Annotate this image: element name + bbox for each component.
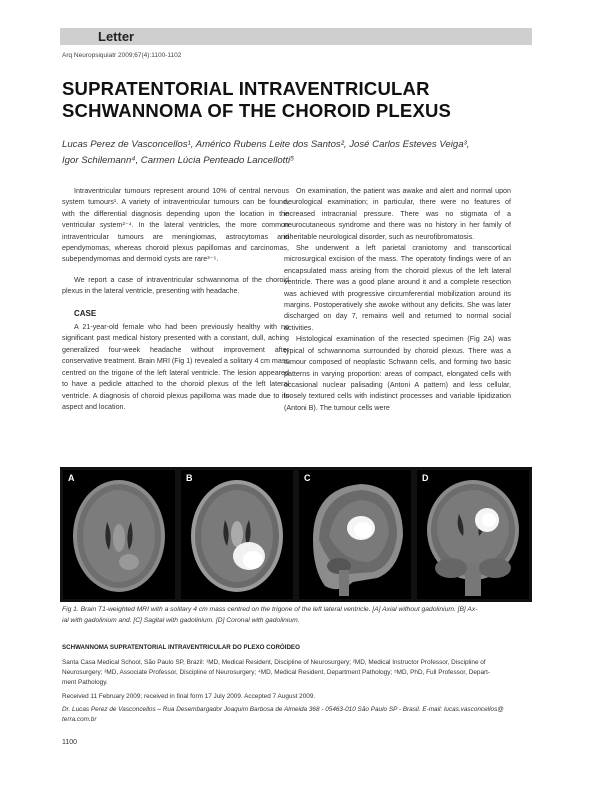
- panel-label-b: B: [186, 473, 193, 483]
- affiliation-line-3: ment Pathology.: [62, 679, 108, 686]
- page-number: 1100: [62, 739, 78, 746]
- coronal-brain-image: [417, 470, 529, 599]
- portuguese-title: SCHWANNOMA SUPRATENTORIAL INTRAVENTRICULAR DO PLEXO CORÓIDEO: [62, 644, 300, 651]
- author-affiliations: [62, 658, 532, 688]
- title-line-1: SUPRATENTORIAL INTRAVENTRICULAR: [62, 78, 430, 99]
- affiliation-line-1: Santa Casa Medical School, São Paulo SP, Brazil: ¹MD, Medical Resident, Discipline of Neurosurgery; ²MD, Medical Instructor Professor, Discipline of: [62, 659, 486, 666]
- section-header-bar: [60, 28, 532, 45]
- caption-line-1: Fig 1. Brain T1-weighted MRI with a solitary 4 cm mass centred on the trigone of the left lateral ventricle. [A] Axial without gadolinium. [B] Ax-: [62, 606, 478, 613]
- panel-label-a: A: [68, 473, 75, 483]
- journal-citation: Arq Neuropsiquiatr 2009;67(4):1100-1102: [62, 52, 182, 59]
- caption-line-2: ial with gadolinium and. [C] Sagital with gadolinium. [D] Coronal with gadolinium.: [62, 616, 300, 624]
- affiliation-line-2: Neurosurgery; ³MD, Associate Professor, Discipline of Neurosurgery; ⁴MD, Medical Resident, Department Pathology; ⁵MD, PhD, Full Professor, Depart-: [62, 669, 491, 676]
- author-list: [62, 137, 542, 169]
- article-title: [62, 78, 522, 122]
- sagittal-brain-image: [299, 470, 411, 599]
- figure-caption: [62, 605, 532, 626]
- mri-panel-sagittal: [299, 470, 411, 599]
- mri-figure: [60, 467, 532, 602]
- case-heading: CASE: [74, 308, 97, 318]
- authors-line-2: Igor Schilemann⁴, Carmen Lúcia Penteado Lancellotti⁵: [62, 155, 295, 166]
- intro-paragraph: Intraventricular tumours represent around 10% of central nervous system tumours¹. A variety of intraventricular tumours can be found, with the differential diagnosis depending upon the location in the ventricular system²⁻⁴. In the lateral ventricles, the more common intraventricular tumours are meningiomas, astrocytomas and ependymomas, whereas choroid plexus papillomas and carcinomas, subependymomas and dermoid cysts are rare³⁻⁵.: [62, 187, 289, 264]
- panel-label-c: C: [304, 473, 311, 483]
- received-dates: Received 11 February 2009; received in final form 17 July 2009. Accepted 7 August 2009.: [62, 693, 316, 700]
- correspondence-line-2: terra.com.br: [62, 716, 97, 723]
- title-line-2: SCHWANNOMA OF THE CHOROID PLEXUS: [62, 100, 452, 121]
- axial-gadolinium-brain-image: [181, 470, 293, 599]
- mri-panel-coronal: [417, 470, 529, 599]
- correspondence-address: [62, 705, 532, 725]
- mri-panel-axial: [63, 470, 175, 599]
- case-paragraph: A 21-year-old female who had been previously healthy with no significant past medical history presented with a constant, dull, aching generalized four-week headache without improvement after conservative treatment. Brain MRI (Fig 1) revealed a solitary 4 cm mass centred on the trigone of the left lateral ventricle. The lesion appeared to have a pedicle attached to the choroid plexus of the left lateral ventricle. A diagnosis of choroid plexus papilloma was made due to its aspect and location.: [62, 323, 289, 411]
- mri-panel-axial-gadolinium: [181, 470, 293, 599]
- section-label: Letter: [98, 29, 135, 44]
- left-text-column: [62, 186, 289, 413]
- report-paragraph: We report a case of intraventricular schwannoma of the choroid plexus in the lateral ventricle, presenting with headache.: [62, 275, 289, 296]
- correspondence-line-1: Dr. Lucas Perez de Vasconcellos – Rua Desembargador Joaquim Barbosa de Almeida 368 - 05463-010 São Paulo SP - Brasil. E-mail: lucas.vasconcellos@: [62, 706, 504, 713]
- right-text-column: [284, 186, 511, 414]
- histology-paragraph: Histological examination of the resected specimen (Fig 2A) was typical of schwannoma surrounded by choroid plexus. There was a tumour composed of neoplastic Schwann cells, and forming two basic patterns in varying proportion: areas of compact, elongated cells with occasional nuclear palisading (Antoni A pattern) and less cellular, loosely textured cells with indistinct processes and variable lipidization (Antoni B). The tumour cells were: [284, 335, 511, 412]
- exam-paragraph: On examination, the patient was awake and alert and normal upon neurological examination; in particular, there were no features of increased intracranial pressure. There was no stigmata of a neurocutaneous syndrome and there was no history in her family of inheritable neurological disorder, such as neurofibromatosis.: [284, 187, 511, 241]
- authors-line-1: Lucas Perez de Vasconcellos¹, Américo Rubens Leite dos Santos², José Carlos Esteves Veiga³,: [62, 139, 470, 150]
- panel-label-d: D: [422, 473, 429, 483]
- surgery-paragraph: She underwent a left parietal craniotomy and transcortical microsurgical excision of the mass. The operatoty findings were of an encapsulated mass arising from the choroid plexus of the left lateral ventricle. There was a good plane around it and a complete resection was achieved with progressive circumferential mobilization around its margins. Postoperatively she awoke without any deficits. She was later discharged on day 7, remains well and returned to normal social activities.: [284, 244, 511, 332]
- axial-brain-image: [63, 470, 175, 599]
